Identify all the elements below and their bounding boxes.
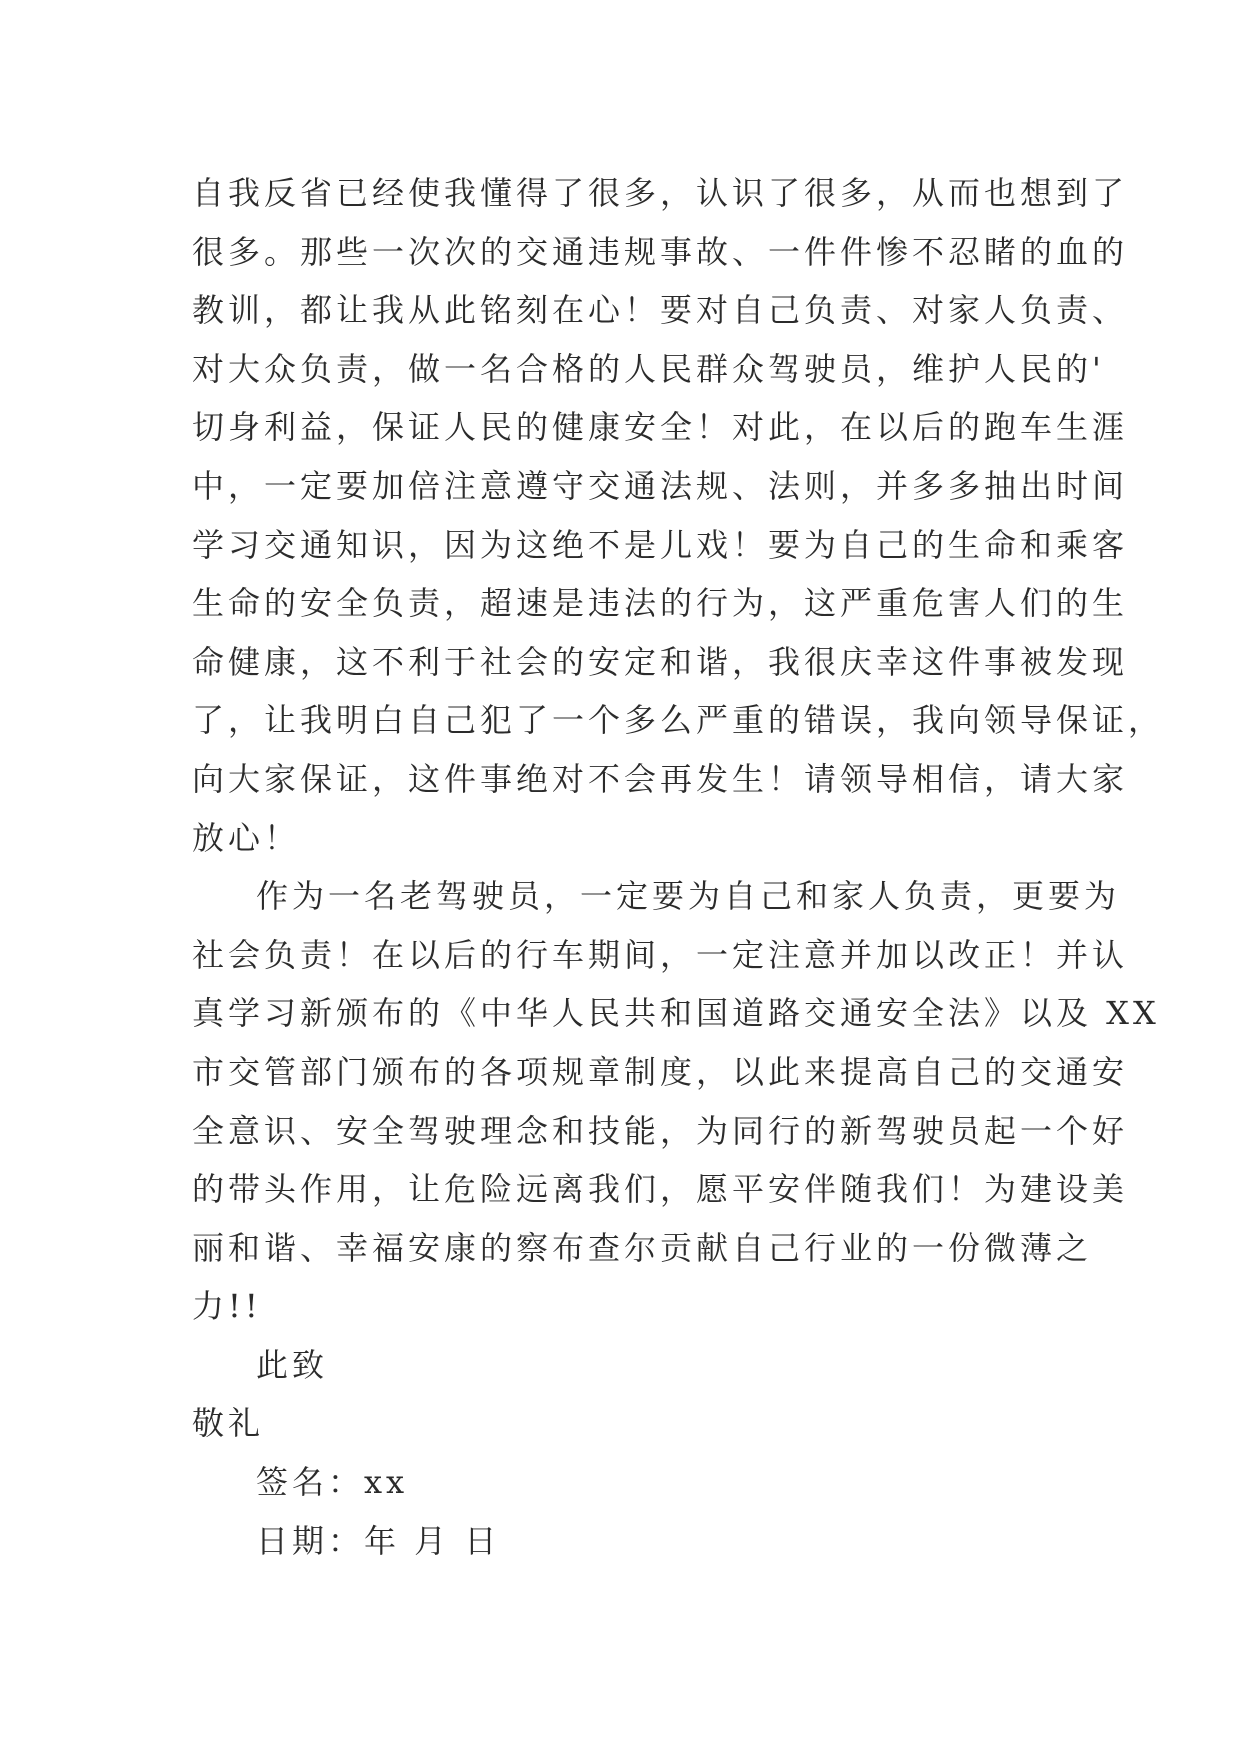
paragraph-1-line-10: 了，让我明白自己犯了一个多么严重的错误，我向领导保证，	[192, 701, 1165, 740]
paragraph-2-line-1: 作为一名老驾驶员，一定要为自己和家人负责，更要为	[256, 877, 1121, 916]
date-line: 日期：年 月 日	[256, 1521, 501, 1560]
closing-phrase: 此致	[256, 1345, 329, 1384]
paragraph-2-line-6: 的带头作用，让危险远离我们，愿平安伴随我们！为建设美	[192, 1170, 1129, 1209]
paragraph-1-line-11: 向大家保证，这件事绝对不会再发生！请领导相信，请大家	[192, 759, 1129, 798]
signature-line: 签名：xx	[256, 1463, 409, 1502]
paragraph-1-line-7: 学习交通知识，因为这绝不是儿戏！要为自己的生命和乘客	[192, 525, 1129, 564]
paragraph-1-line-8: 生命的安全负责，超速是违法的行为，这严重危害人们的生	[192, 584, 1129, 623]
paragraph-1-line-6: 中，一定要加倍注意遵守交通法规、法则，并多多抽出时间	[192, 466, 1129, 505]
paragraph-2-line-4: 市交管部门颁布的各项规章制度，以此来提高自己的交通安	[192, 1052, 1129, 1091]
paragraph-2-line-2: 社会负责！在以后的行车期间，一定注意并加以改正！并认	[192, 935, 1129, 974]
letter-body	[192, 164, 1165, 1570]
paragraph-1-line-2: 很多。那些一次次的交通违规事故、一件件惨不忍睹的血的	[192, 232, 1129, 271]
paragraph-1-line-12: 放心！	[192, 818, 301, 857]
paragraph-2-line-8: 力!!	[192, 1287, 262, 1326]
paragraph-1-line-9: 命健康，这不利于社会的安定和谐，我很庆幸这件事被发现	[192, 642, 1129, 681]
paragraph-2-line-7: 丽和谐、幸福安康的察布查尔贡献自己行业的一份微薄之	[192, 1228, 1093, 1267]
paragraph-1-line-4: 对大众负责，做一名合格的人民群众驾驶员，维护人民的'	[192, 349, 1105, 388]
salutation: 敬礼	[192, 1404, 265, 1443]
paragraph-1-line-1: 自我反省已经使我懂得了很多，认识了很多，从而也想到了	[192, 174, 1129, 212]
paragraph-1-line-3: 教训，都让我从此铭刻在心！要对自己负责、对家人负责、	[192, 291, 1129, 330]
paragraph-2-line-5: 全意识、安全驾驶理念和技能，为同行的新驾驶员起一个好	[192, 1111, 1129, 1150]
paragraph-2-line-3: 真学习新颁布的《中华人民共和国道路交通安全法》以及 XX	[192, 994, 1160, 1033]
paragraph-1-line-5: 切身利益，保证人民的健康安全！对此，在以后的跑车生涯	[192, 408, 1129, 447]
